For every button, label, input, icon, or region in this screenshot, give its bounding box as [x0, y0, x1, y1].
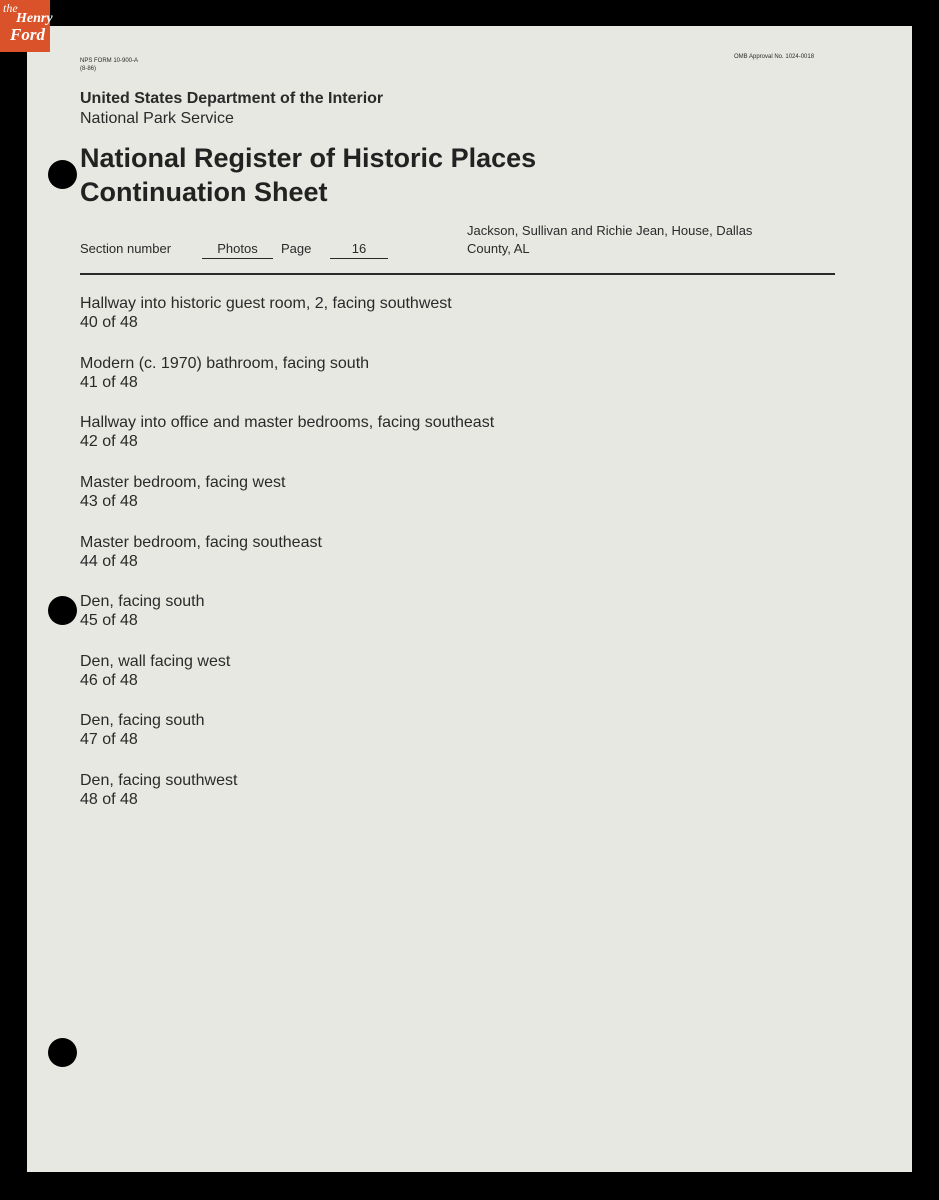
photo-number: 48 of 48 [80, 791, 138, 808]
page-label: Page [281, 241, 312, 256]
photo-entry [80, 652, 230, 690]
punch-hole-icon [48, 1038, 77, 1067]
form-number: NPS FORM 10-900-A [80, 58, 139, 64]
omb-approval: OMB Approval No. 1024-0018 [734, 54, 815, 60]
photo-number: 40 of 48 [80, 314, 138, 331]
photo-caption: Hallway into office and master bedrooms, facing southeast [80, 414, 495, 431]
property-name-line1: Jackson, Sullivan and Richie Jean, House, Dallas [467, 223, 753, 238]
photo-caption: Den, facing south [80, 712, 205, 729]
punch-hole-icon [48, 160, 77, 189]
photo-caption: Master bedroom, facing southeast [80, 534, 322, 551]
photo-entry [80, 771, 237, 809]
henry-ford-logo [0, 0, 53, 52]
punch-hole-icon [48, 596, 77, 625]
document-subtitle: Continuation Sheet [80, 177, 328, 207]
photo-number: 46 of 48 [80, 672, 138, 689]
logo-ford: Ford [10, 25, 45, 44]
photo-caption: Den, facing southwest [80, 772, 238, 789]
photo-number: 41 of 48 [80, 374, 138, 391]
photo-entry [80, 413, 494, 451]
photo-entry [80, 711, 205, 749]
photo-number: 42 of 48 [80, 433, 138, 450]
photo-entry [80, 294, 452, 332]
photo-number: 44 of 48 [80, 553, 138, 570]
photo-caption: Modern (c. 1970) bathroom, facing south [80, 355, 370, 372]
header-divider [80, 273, 835, 275]
photo-number: 45 of 48 [80, 612, 138, 629]
department-name: United States Department of the Interior [80, 90, 384, 107]
photo-caption: Master bedroom, facing west [80, 474, 286, 491]
photo-number: 47 of 48 [80, 731, 138, 748]
photo-entry [80, 473, 285, 511]
service-name: National Park Service [80, 110, 234, 127]
photo-entry [80, 354, 369, 392]
logo-henry: Henry [16, 11, 53, 26]
photo-caption: Den, wall facing west [80, 653, 231, 670]
page-number-value: 16 [330, 241, 388, 259]
photo-caption: Den, facing south [80, 593, 205, 610]
form-date: (8-86) [80, 66, 97, 72]
section-number-label: Section number [80, 241, 172, 256]
photo-entry [80, 592, 205, 630]
document-title: National Register of Historic Places [80, 143, 537, 173]
section-number-value: Photos [202, 241, 273, 259]
photo-number: 43 of 48 [80, 493, 138, 510]
photo-entry [80, 533, 322, 571]
logo-the: the [3, 1, 18, 15]
photo-caption: Hallway into historic guest room, 2, facing southwest [80, 295, 452, 312]
property-name-line2: County, AL [467, 241, 530, 256]
